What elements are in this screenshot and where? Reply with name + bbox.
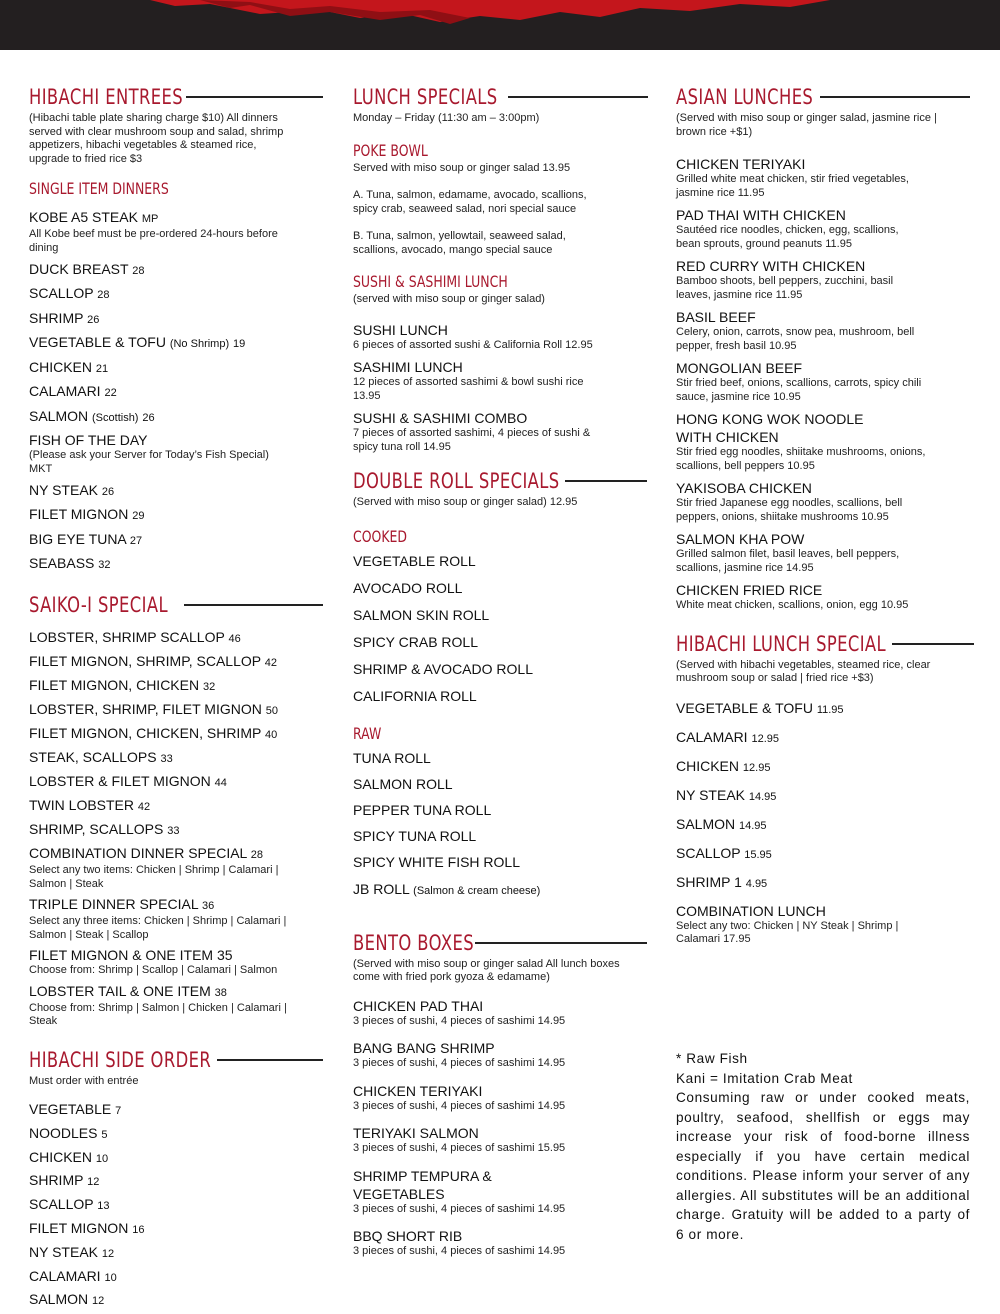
- item-name: SALMON: [676, 815, 736, 832]
- item-desc: Bamboo shoots, bell peppers, zucchini, basil leaves, jasmine rice 11.95: [676, 275, 894, 301]
- roll-item: CALIFORNIA ROLL: [353, 687, 477, 704]
- item-line: [29, 333, 329, 353]
- item-price: 12.95: [742, 761, 771, 774]
- combination-lunch-desc: Select any two: Chicken | NY Steak | Shrimp | Calamari 17.95: [676, 919, 899, 945]
- bento-boxes-heading: BENTO BOXES: [353, 930, 474, 955]
- item-price: 15.95: [744, 848, 772, 861]
- item-line: [29, 1219, 329, 1239]
- menu-item: [29, 407, 329, 427]
- item-desc: Grilled white meat chicken, stir fried vegetables, jasmine rice 11.95: [676, 173, 909, 199]
- menu-item: [29, 1171, 329, 1191]
- menu-item: [676, 844, 976, 864]
- side-order-note: Must order with entrée: [29, 1074, 139, 1087]
- item-line: [29, 431, 329, 449]
- item-name: SALMON: [29, 1291, 89, 1308]
- item-line: [29, 895, 329, 915]
- item-name: CHICKEN: [29, 1148, 93, 1165]
- item-line: [676, 699, 976, 719]
- item-price: 42: [264, 657, 277, 669]
- roll-item: SALMON SKIN ROLL: [353, 606, 490, 623]
- hibachi-entrees-note: (Hibachi table plate sharing charge $10) All dinners served with clear mushroom soup and salad, shrimp appetizers, hibachi vegetables & steamed rice, upgrade to fried rice $3: [29, 112, 284, 165]
- item-name: LOBSTER, SHRIMP, FILET MIGNON: [29, 701, 262, 717]
- item-name: SCALLOP: [29, 285, 94, 301]
- menu-item: [353, 1082, 653, 1114]
- menu-item: [676, 257, 976, 302]
- heading-rule: [565, 480, 647, 482]
- item-desc: Sautéed rice noodles, chicken, egg, scallions, bean sprouts, ground peanuts 11.95: [676, 224, 899, 250]
- item-price: 26: [101, 485, 115, 498]
- item-line: [29, 260, 329, 280]
- item-name: NY STEAK: [676, 786, 745, 803]
- item-line: [676, 844, 976, 864]
- item-line: [29, 946, 329, 964]
- lunch-specials-note: Monday – Friday (11:30 am – 3:00pm): [353, 112, 540, 124]
- asian-lunches-heading: ASIAN LUNCHES: [676, 85, 814, 109]
- item-price: 12.95: [751, 732, 779, 745]
- item-name: VEGETABLE & TOFU: [29, 334, 166, 350]
- roll-item: TUNA ROLL: [353, 749, 431, 766]
- item-name: JB ROLL: [353, 880, 410, 897]
- menu-item: [29, 284, 329, 304]
- single-item-heading: SINGLE ITEM DINNERS: [29, 179, 169, 198]
- menu-item: [353, 997, 653, 1029]
- single-item-list: [29, 208, 329, 574]
- item-name: PAD THAI WITH CHICKEN: [676, 207, 846, 223]
- item-name: CALAMARI: [29, 1267, 101, 1284]
- item-name: SCALLOP: [29, 1196, 94, 1213]
- consumer-advisory: Consuming raw or under cooked meats, poultry, seafood, shellfish or eggs may increase your risk of food-borne illness especially if you have certain medical conditions. Please inform your server of any allergies. All substitutes will be an additional charge. Gratuity will be added to a party of 6 or more.: [676, 1090, 970, 1242]
- item-name: FILET MIGNON, SHRIMP, SCALLOP: [29, 653, 261, 669]
- menu-item: [676, 786, 976, 806]
- item-desc: (Please ask your Server for Today’s Fish Special) MKT: [29, 449, 269, 475]
- item-name: LOBSTER TAIL & ONE ITEM: [29, 982, 211, 999]
- sushi-lunch-heading: SUSHI & SASHIMI LUNCH: [353, 272, 508, 291]
- item-note: (Scottish): [92, 411, 139, 424]
- item-name: SHRIMP TEMPURA & VEGETABLES: [353, 1167, 492, 1202]
- item-line: [29, 382, 329, 402]
- menu-item: [353, 358, 653, 403]
- item-name: FILET MIGNON: [29, 506, 129, 522]
- item-name: SHRIMP: [29, 1172, 84, 1189]
- item-desc: Stir fried beef, onions, scallions, carrots, spicy chili sauce, jasmine rice 10.95: [676, 377, 922, 403]
- bento-note: (Served with miso soup or ginger salad All lunch boxes come with fried pork gyoza & edamame): [353, 957, 620, 983]
- item-price: 12: [87, 1176, 100, 1189]
- item-name: SUSHI & SASHIMI COMBO: [353, 410, 528, 426]
- item-name: BASIL BEEF: [676, 309, 756, 325]
- menu-item: [29, 820, 329, 840]
- asian-lunch-list: [676, 155, 976, 613]
- item-name: CHICKEN TERIYAKI: [353, 1082, 483, 1099]
- disclaimer-block: [676, 1049, 970, 1244]
- item-price: 19: [233, 338, 246, 350]
- item-line: [29, 208, 329, 228]
- poke-bowl-note: Served with miso soup or ginger salad 13.95: [353, 161, 571, 174]
- item-name: TERIYAKI SALMON: [353, 1125, 479, 1141]
- item-name: DUCK BREAST: [29, 260, 129, 277]
- item-name: SASHIMI LUNCH: [353, 359, 463, 375]
- item-price: 13: [97, 1200, 110, 1213]
- item-name: YAKISOBA CHICKEN: [676, 480, 812, 496]
- menu-item: [676, 815, 976, 835]
- menu-item: [29, 1195, 329, 1215]
- item-line: [29, 982, 329, 1002]
- menu-item: [29, 772, 329, 792]
- hibachi-lunch-heading: HIBACHI LUNCH SPECIAL: [676, 631, 887, 656]
- item-line: [29, 1100, 329, 1120]
- item-name: SALMON: [29, 407, 89, 424]
- item-name: CHICKEN: [676, 757, 740, 774]
- item-name: STEAK, SCALLOPS: [29, 749, 157, 765]
- item-name: FILET MIGNON: [29, 1219, 129, 1236]
- item-name: TWIN LOBSTER: [29, 797, 135, 813]
- menu-item: [29, 700, 329, 720]
- menu-item: [676, 359, 976, 404]
- item-name: FISH OF THE DAY: [29, 432, 148, 448]
- poke-bowl-heading: POKE BOWL: [353, 140, 428, 160]
- item-desc: Grilled salmon filet, basil leaves, bell peppers, scallions, jasmine rice 14.95: [676, 548, 900, 574]
- item-line: [29, 407, 329, 427]
- item-desc: 3 pieces of sushi, 4 pieces of sashimi 14.95: [353, 1057, 566, 1069]
- item-line: [676, 728, 976, 748]
- menu-item: [29, 748, 329, 768]
- item-name: LOBSTER, SHRIMP SCALLOP: [29, 629, 225, 645]
- item-line: [29, 772, 329, 792]
- item-name: FILET MIGNON, CHICKEN, SHRIMP: [29, 725, 262, 741]
- item-price: 40: [264, 729, 278, 741]
- item-line: [29, 1148, 329, 1168]
- item-name: CALAMARI: [676, 728, 748, 745]
- hibachi-lunch-list: [676, 699, 976, 893]
- item-name: VEGETABLE & TOFU: [676, 699, 813, 716]
- item-line: [29, 844, 329, 864]
- menu-item: [29, 1100, 329, 1120]
- item-price: 16: [132, 1223, 145, 1236]
- menu-item: [29, 505, 329, 525]
- item-name: CHICKEN PAD THAI: [353, 997, 484, 1014]
- menu-item: [353, 1227, 653, 1259]
- item-desc: Select any three items: Chicken | Shrimp | Calamari | Salmon | Steak | Scallop: [29, 915, 287, 941]
- item-price: 14.95: [739, 819, 767, 832]
- item-line: [29, 796, 329, 816]
- hibachi-entrees-heading: HIBACHI ENTREES: [29, 85, 184, 109]
- item-price: 28: [132, 264, 145, 277]
- item-line: [29, 748, 329, 768]
- item-line: [676, 815, 976, 835]
- item-name: RED CURRY WITH CHICKEN: [676, 258, 866, 274]
- menu-item: [29, 431, 329, 476]
- menu-item: [29, 1290, 329, 1310]
- item-desc: Stir fried Japanese egg noodles, scallions, bell peppers, onions, shiitake mushrooms 10.95: [676, 497, 903, 523]
- item-line: [29, 358, 329, 378]
- item-line: [29, 1290, 329, 1310]
- menu-item: [29, 1219, 329, 1239]
- column-hibachi-dinner: [29, 82, 329, 1314]
- heading-rule: [475, 942, 647, 944]
- menu-item: [29, 628, 329, 648]
- item-name: TRIPLE DINNER SPECIAL: [29, 896, 199, 912]
- item-price: MP: [141, 213, 159, 225]
- menu-item: [676, 206, 976, 251]
- item-name: CHICKEN FRIED RICE: [676, 582, 823, 598]
- item-line: [29, 700, 329, 720]
- menu-item: [29, 724, 329, 744]
- heading-rule: [184, 604, 323, 606]
- item-price: 26: [142, 411, 155, 424]
- menu-item: [29, 1148, 329, 1168]
- item-desc: 3 pieces of sushi, 4 pieces of sashimi 15.95: [353, 1142, 566, 1154]
- menu-item: [29, 554, 329, 574]
- menu-item: [29, 895, 329, 942]
- menu-item: [353, 409, 653, 454]
- roll-item: PEPPER TUNA ROLL: [353, 801, 492, 818]
- menu-item: [676, 155, 976, 200]
- menu-item: [29, 1267, 329, 1287]
- item-name: VEGETABLE: [29, 1101, 112, 1117]
- roll-item: SPICY TUNA ROLL: [353, 827, 477, 844]
- item-price: 38: [214, 986, 227, 999]
- item-line: [29, 309, 329, 329]
- item-name: CHICKEN TERIYAKI: [676, 156, 806, 172]
- item-price: 28: [97, 289, 110, 301]
- menu-item: [353, 1167, 653, 1217]
- menu-item: [29, 260, 329, 280]
- item-price: 27: [129, 534, 143, 547]
- item-note: (Salmon & cream cheese): [413, 884, 541, 897]
- item-line: [29, 1171, 329, 1191]
- item-price: 22: [104, 387, 117, 399]
- item-price: 32: [98, 559, 111, 571]
- header-banner: [0, 0, 1000, 50]
- item-desc: Celery, onion, carrots, snow pea, mushroom, bell pepper, fresh basil 10.95: [676, 326, 915, 352]
- menu-item: [29, 208, 329, 255]
- item-price: 10: [104, 1271, 117, 1284]
- item-line: [29, 1267, 329, 1287]
- item-line: [29, 554, 329, 574]
- item-price: 44: [214, 777, 227, 789]
- menu-item: [29, 652, 329, 672]
- item-price: 7: [115, 1105, 122, 1117]
- item-name: SHRIMP 1: [676, 873, 742, 890]
- item-name: SALMON KHA POW: [676, 531, 805, 547]
- hibachi-lunch-note: (Served with hibachi vegetables, steamed rice, clear mushroom soup or salad | fried rice +$3): [676, 658, 931, 684]
- item-name: NY STEAK: [29, 1243, 98, 1260]
- menu-item: [353, 1124, 653, 1156]
- item-line: [676, 873, 976, 893]
- item-price: 11.95: [816, 703, 844, 716]
- item-price: 5: [101, 1128, 108, 1141]
- item-line: [29, 1195, 329, 1215]
- double-roll-heading: DOUBLE ROLL SPECIALS: [353, 469, 560, 493]
- item-name: FILET MIGNON & ONE ITEM 35: [29, 947, 233, 963]
- item-note: (No Shrimp): [169, 338, 230, 350]
- item-line: [29, 724, 329, 744]
- sushi-lunch-list: [353, 321, 653, 455]
- menu-item: [29, 1124, 329, 1144]
- item-name: CHICKEN: [29, 358, 93, 375]
- menu-item: [29, 946, 329, 978]
- menu-item: [676, 410, 976, 473]
- item-desc: 3 pieces of sushi, 4 pieces of sashimi 14.95: [353, 1099, 566, 1112]
- item-price: 26: [87, 313, 100, 326]
- item-line: [29, 820, 329, 840]
- item-line: [29, 284, 329, 304]
- poke-option-b: B. Tuna, salmon, yellowtail, seaweed salad, scallions, avocado, mango special sauce: [353, 230, 566, 256]
- roll-item: AVOCADO ROLL: [353, 579, 463, 596]
- item-name: SEABASS: [29, 555, 95, 571]
- poke-option-a: A. Tuna, salmon, edamame, avocado, scallions, spicy crab, seaweed salad, nori special sauce: [353, 189, 587, 215]
- item-price: 42: [137, 801, 151, 813]
- item-name: SHRIMP, SCALLOPS: [29, 821, 164, 837]
- menu-item: [29, 481, 329, 501]
- item-desc: All Kobe beef must be pre-ordered 24-hours before dining: [29, 228, 278, 254]
- heading-rule: [508, 96, 648, 98]
- item-price: 10: [95, 1152, 109, 1165]
- menu-item: [676, 757, 976, 777]
- item-line: [29, 1124, 329, 1144]
- item-name: COMBINATION DINNER SPECIAL: [29, 845, 247, 861]
- roll-item: SHRIMP & AVOCADO ROLL: [353, 660, 533, 677]
- item-price: 28: [250, 849, 263, 861]
- column-lunch-specials: [353, 82, 653, 1270]
- menu-item: [676, 699, 976, 719]
- item-desc: White meat chicken, scallions, onion, egg 10.95: [676, 599, 909, 611]
- menu-item: [29, 796, 329, 816]
- item-name: FILET MIGNON, CHICKEN: [29, 677, 200, 693]
- menu-item: [29, 982, 329, 1029]
- item-price: 33: [167, 825, 180, 837]
- lunch-specials-heading: LUNCH SPECIALS: [353, 85, 498, 109]
- item-name: MONGOLIAN BEEF: [676, 360, 803, 376]
- item-price: 14.95: [748, 790, 777, 803]
- item-name: NOODLES: [29, 1124, 98, 1141]
- saiko-special-heading: SAIKO-I SPECIAL: [29, 593, 168, 617]
- item-line: [29, 505, 329, 525]
- item-price: 12: [92, 1295, 105, 1308]
- menu-item: [29, 844, 329, 891]
- item-price: 29: [132, 510, 145, 522]
- menu-item: [676, 728, 976, 748]
- item-desc: Select any two items: Chicken | Shrimp | Calamari | Salmon | Steak: [29, 864, 279, 890]
- roll-item: SALMON ROLL: [353, 775, 453, 792]
- item-line: [676, 786, 976, 806]
- item-price: 21: [95, 362, 109, 375]
- heading-rule: [892, 643, 974, 645]
- menu-item: [676, 581, 976, 613]
- item-line: [29, 652, 329, 672]
- menu-item: [29, 676, 329, 696]
- menu-item: [29, 1243, 329, 1263]
- item-desc: 3 pieces of sushi, 4 pieces of sashimi 14.95: [353, 1014, 566, 1027]
- item-line: [29, 1243, 329, 1263]
- item-name: SCALLOP: [676, 844, 741, 861]
- item-name: BIG EYE TUNA: [29, 530, 126, 547]
- menu-item: [29, 530, 329, 550]
- item-line: [29, 530, 329, 550]
- menu-item: [676, 873, 976, 893]
- asian-lunches-note: (Served with miso soup or ginger salad, jasmine rice | brown rice +$1): [676, 112, 937, 138]
- item-name: CALAMARI: [29, 383, 101, 399]
- item-price: 32: [202, 681, 216, 693]
- item-line: [29, 676, 329, 696]
- column-asian-lunches: [676, 82, 976, 947]
- menu-item: [29, 382, 329, 402]
- menu-item: [676, 530, 976, 575]
- item-desc: 12 pieces of assorted sashimi & bowl sushi rice 13.95: [353, 376, 584, 402]
- menu-item: [29, 358, 329, 378]
- item-desc: Choose from: Shrimp | Scallop | Calamari | Salmon: [29, 964, 278, 976]
- raw-roll-list: [353, 749, 653, 871]
- kani-note: Kani = Imitation Crab Meat: [676, 1070, 853, 1086]
- item-desc: Choose from: Shrimp | Salmon | Chicken | Calamari | Steak: [29, 1001, 287, 1027]
- side-order-list: [29, 1100, 329, 1310]
- heading-rule: [820, 96, 970, 98]
- item-name: SHRIMP: [29, 309, 84, 326]
- roll-item: SPICY WHITE FISH ROLL: [353, 853, 520, 870]
- item-price: 4.95: [745, 877, 768, 890]
- item-desc: 6 pieces of assorted sushi & California Roll 12.95: [353, 338, 593, 351]
- double-roll-note: (Served with miso soup or ginger salad) 12.95: [353, 496, 578, 508]
- item-name: BANG BANG SHRIMP: [353, 1040, 495, 1056]
- bento-list: [353, 997, 653, 1259]
- raw-fish-note: * Raw Fish: [676, 1051, 748, 1066]
- item-name: BBQ SHORT RIB: [353, 1228, 463, 1244]
- item-name: HONG KONG WOK NOODLE WITH CHICKEN: [676, 411, 864, 445]
- item-desc: 3 pieces of sushi, 4 pieces of sashimi 14.95: [353, 1245, 566, 1257]
- cooked-roll-list: [353, 552, 653, 705]
- jb-roll-item: [353, 880, 653, 900]
- cooked-heading: COOKED: [353, 526, 408, 546]
- item-line: [29, 628, 329, 648]
- menu-item: [676, 308, 976, 353]
- item-name: SUSHI LUNCH: [353, 321, 448, 338]
- roll-item: VEGETABLE ROLL: [353, 552, 476, 569]
- item-price: 12: [101, 1247, 115, 1260]
- menu-item: [353, 321, 653, 353]
- item-name: KOBE A5 STEAK: [29, 209, 138, 225]
- saiko-list: [29, 628, 329, 1029]
- item-price: 33: [160, 753, 173, 765]
- item-price: 36: [201, 900, 215, 912]
- menu-item: [676, 479, 976, 524]
- heading-rule: [217, 1059, 323, 1061]
- item-name: NY STEAK: [29, 481, 98, 498]
- raw-heading: RAW: [353, 723, 382, 743]
- item-desc: 7 pieces of assorted sashimi, 4 pieces of sushi & spicy tuna roll 14.95: [353, 427, 591, 453]
- item-price: 50: [265, 705, 278, 717]
- item-desc: Stir fried egg noodles, shiitake mushrooms, onions, scallions, bell peppers 10.95: [676, 446, 926, 472]
- roll-item: SPICY CRAB ROLL: [353, 633, 479, 650]
- combination-lunch-name: COMBINATION LUNCH: [676, 902, 826, 919]
- item-desc: 3 pieces of sushi, 4 pieces of sashimi 14.95: [353, 1202, 566, 1215]
- sushi-lunch-note: (served with miso soup or ginger salad): [353, 293, 545, 305]
- menu-item: [29, 309, 329, 329]
- item-line: [29, 481, 329, 501]
- side-order-heading: HIBACHI SIDE ORDER: [29, 1047, 212, 1072]
- item-price: 46: [228, 633, 241, 645]
- item-line: [676, 757, 976, 777]
- item-name: LOBSTER & FILET MIGNON: [29, 773, 211, 789]
- red-brush-stroke-decoration: [0, 0, 1000, 50]
- menu-item: [353, 1039, 653, 1071]
- heading-rule: [186, 96, 323, 98]
- menu-item: [29, 333, 329, 353]
